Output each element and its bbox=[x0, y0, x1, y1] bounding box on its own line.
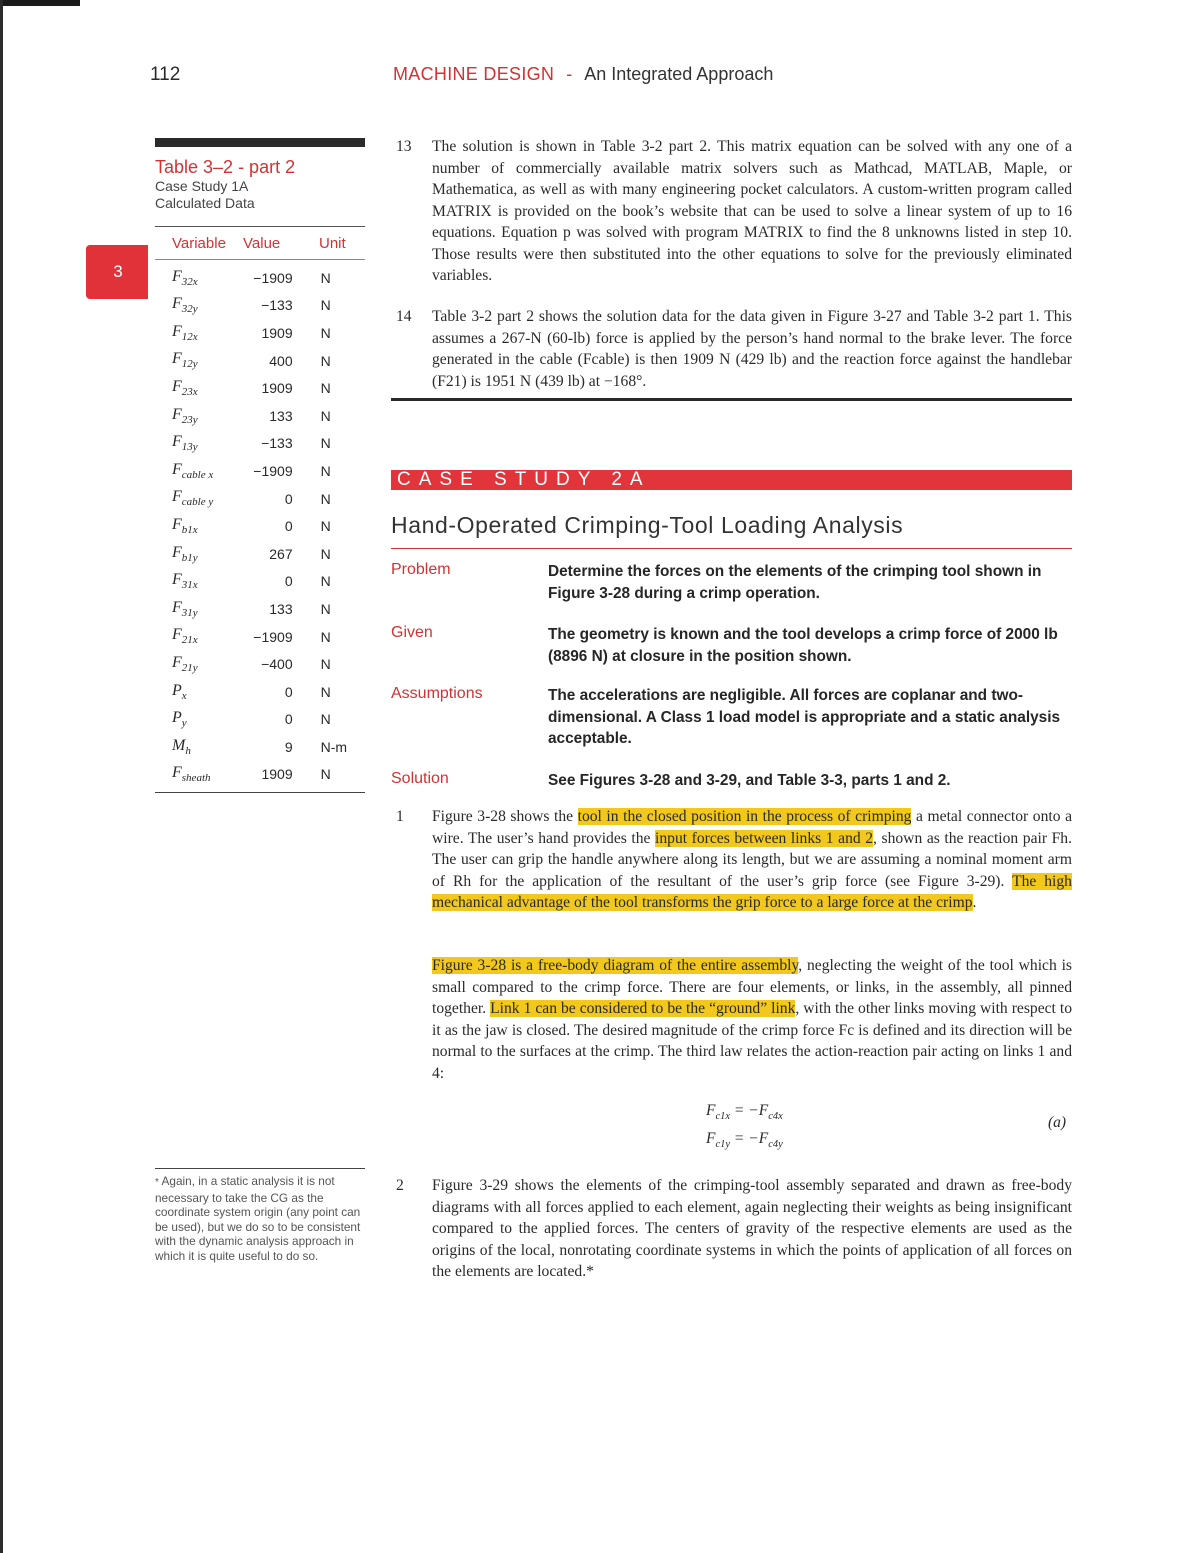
cell-value: 9 bbox=[284, 738, 293, 755]
cell-variable bbox=[155, 488, 233, 508]
cell-value: −133 bbox=[261, 297, 293, 314]
cell-value: 400 bbox=[269, 352, 293, 369]
text-run: . bbox=[972, 894, 977, 911]
column-header-unit: Unit bbox=[319, 235, 346, 252]
cell-value: −1909 bbox=[253, 269, 293, 286]
cell-variable bbox=[155, 709, 233, 729]
cell-unit: N bbox=[320, 766, 331, 783]
step-2 bbox=[396, 1175, 1072, 1283]
eq-subscript: c1x bbox=[715, 1111, 731, 1123]
variable-subscript: 32x bbox=[181, 275, 198, 288]
column-header-value: Value bbox=[243, 235, 281, 252]
problem-text: Determine the forces on the elements of the crimping tool shown in Figure 3-28 during a crimp operation. bbox=[548, 563, 1042, 602]
variable-symbol: F bbox=[172, 405, 182, 423]
cell-unit: N bbox=[320, 407, 331, 424]
eq-term: = −F bbox=[733, 1130, 769, 1148]
step-number: 14 bbox=[396, 308, 412, 325]
step-number: 13 bbox=[396, 138, 412, 155]
cell-unit: N bbox=[320, 545, 331, 562]
table-subtitle-line1: Case Study 1A bbox=[155, 178, 249, 194]
cell-unit: N bbox=[320, 380, 331, 397]
cell-value: 267 bbox=[269, 545, 293, 562]
variable-symbol: M bbox=[172, 736, 186, 754]
variable-subscript: b1y bbox=[181, 551, 198, 564]
cell-unit: N bbox=[320, 683, 331, 700]
table-header-rule bbox=[155, 259, 365, 260]
table-row bbox=[155, 319, 365, 347]
variable-subscript: 32y bbox=[181, 303, 198, 316]
cell-value: 133 bbox=[269, 407, 293, 424]
cell-value: −400 bbox=[261, 656, 293, 673]
text-run: , shown as the reaction pair Fh. The user can grip the handle anywhere along its length, but we are assuming a nominal moment arm of Rh for the application of the resultant of the user’s grip force (see Figure 3-29). bbox=[432, 829, 1072, 890]
book-subtitle: An Integrated Approach bbox=[584, 64, 774, 84]
variable-subscript: 12y bbox=[181, 358, 198, 371]
footnote-text: Again, in a static analysis it is not necessary to take the CG as the coordinate system origin (any point can be used), but we do so to be consistent with the dynamic analysis approach in which it is quite useful to do so. bbox=[155, 1174, 361, 1263]
cell-variable bbox=[155, 268, 233, 288]
eq-term: = −F bbox=[733, 1102, 769, 1119]
variable-subscript: 13y bbox=[181, 441, 198, 454]
cell-unit: N bbox=[320, 269, 331, 286]
cell-unit: N bbox=[320, 628, 331, 645]
cell-unit: N bbox=[320, 435, 331, 452]
variable-symbol: F bbox=[172, 764, 182, 782]
cell-unit: N bbox=[320, 711, 331, 728]
cell-value: 1909 bbox=[261, 766, 293, 783]
variable-symbol: F bbox=[172, 433, 182, 451]
variable-symbol: F bbox=[172, 571, 182, 589]
cell-variable bbox=[155, 406, 233, 426]
variable-symbol: F bbox=[172, 543, 182, 561]
given-label: Given bbox=[391, 624, 433, 641]
cell-value: −1909 bbox=[253, 628, 293, 645]
table-subtitle-line2: Calculated Data bbox=[155, 195, 255, 211]
table-body bbox=[155, 264, 365, 788]
cell-variable bbox=[155, 295, 233, 315]
cell-variable bbox=[155, 350, 233, 370]
variable-symbol: F bbox=[172, 322, 182, 340]
solution-label: Solution bbox=[391, 770, 449, 787]
step-text bbox=[432, 806, 1072, 914]
variable-subscript: 31y bbox=[181, 607, 198, 620]
equation-a bbox=[706, 1100, 783, 1156]
eq-subscript: c4y bbox=[768, 1139, 783, 1151]
cell-variable bbox=[155, 323, 233, 343]
table-title: Table 3–2 - part 2 bbox=[155, 157, 296, 177]
cell-unit: N bbox=[320, 573, 331, 590]
step-number: 1 bbox=[396, 808, 404, 825]
case-study-banner: CASE STUDY 2A bbox=[391, 470, 1072, 490]
step-text: Table 3-2 part 2 shows the solution data for the data given in Figure 3-27 and Table 3-2 part 1. This assumes a 267-N (60-lb) force is applied by the person’s hand normal to the brake lever. The force generated in the cable (Fcable) is then 1909 N (429 lb) and the reaction force against the handlebar (F21) is 1951 N (439 lb) at −168°. bbox=[432, 308, 1072, 390]
running-head bbox=[393, 64, 773, 85]
column-header-variable: Variable bbox=[172, 235, 226, 252]
cell-variable bbox=[155, 764, 233, 784]
cell-value: 0 bbox=[284, 490, 293, 507]
variable-symbol: F bbox=[172, 516, 182, 534]
variable-subscript: 12x bbox=[181, 331, 198, 344]
cell-unit: N bbox=[320, 324, 331, 341]
cell-variable bbox=[155, 378, 233, 398]
scan-edge-left bbox=[0, 0, 3, 1553]
variable-subscript: 23x bbox=[181, 386, 198, 399]
variable-subscript: b1x bbox=[181, 524, 198, 537]
variable-subscript: cable y bbox=[181, 496, 214, 509]
variable-subscript: 21x bbox=[181, 634, 198, 647]
cell-unit: N bbox=[320, 600, 331, 617]
cell-variable bbox=[155, 433, 233, 453]
cell-unit: N bbox=[320, 656, 331, 673]
text-run: Figure 3-28 shows the bbox=[432, 808, 578, 825]
eq-term: F bbox=[706, 1102, 716, 1119]
cell-unit: N bbox=[320, 490, 331, 507]
header-separator: - bbox=[566, 64, 573, 84]
footnote bbox=[155, 1174, 367, 1264]
eq-term: F bbox=[706, 1130, 716, 1148]
cell-variable bbox=[155, 461, 233, 481]
variable-symbol: F bbox=[172, 626, 182, 644]
equation-line-2 bbox=[706, 1128, 783, 1156]
variable-subscript: 21y bbox=[181, 662, 198, 675]
variable-symbol: F bbox=[172, 350, 182, 368]
table-row bbox=[155, 678, 365, 706]
variable-subscript: 23y bbox=[181, 413, 198, 426]
cell-value: 0 bbox=[284, 683, 293, 700]
cell-variable bbox=[155, 654, 233, 674]
step-text: The solution is shown in Table 3-2 part 2. This matrix equation can be solved with any one of a number of commercially available matrix solvers such as Mathcad, MATLAB, Maple, or Mathematica, as well as with many engineering pocket calculators. A custom-written program called MATRIX is provided on the book’s website that can be used to solve a linear system of up to 16 equations. Equation p was solved with program MATRIX to find the 8 unknowns listed in step 10. Those results were then substituted into the other equations to solve for the previously eliminated variables. bbox=[432, 138, 1072, 284]
data-table bbox=[155, 138, 365, 793]
table-row bbox=[155, 374, 365, 402]
table-row bbox=[155, 595, 365, 623]
variable-subscript: x bbox=[181, 689, 187, 702]
table-row bbox=[155, 292, 365, 320]
variable-symbol: F bbox=[172, 378, 182, 396]
table-row bbox=[155, 706, 365, 734]
table-row bbox=[155, 623, 365, 651]
table-row bbox=[155, 568, 365, 596]
text-run: , neglecting the weight of the tool which is small compared to the crimp force. There are four elements, or links, in the assembly, all pinned together. bbox=[432, 957, 1072, 1017]
chapter-tab: 3 bbox=[86, 245, 148, 299]
variable-subscript: cable x bbox=[181, 469, 214, 482]
variable-symbol: F bbox=[172, 598, 182, 616]
cell-variable bbox=[155, 599, 233, 619]
step-1 bbox=[396, 806, 1072, 914]
given-text: The geometry is known and the tool develops a crimp force of 2000 lb (8896 N) at closure in the position shown. bbox=[548, 626, 1058, 665]
table-row bbox=[155, 457, 365, 485]
step-number: 2 bbox=[396, 1177, 404, 1194]
cell-variable bbox=[155, 682, 233, 702]
highlighted-text: Figure 3-28 is a free-body diagram of the entire assembly bbox=[432, 957, 799, 974]
cell-value: 0 bbox=[284, 573, 293, 590]
cell-variable bbox=[155, 516, 233, 536]
table-row bbox=[155, 347, 365, 375]
highlighted-text: Link 1 can be considered to be the “ground” link bbox=[490, 1000, 796, 1017]
text-run: a metal connector onto a wire. The user’s hand provides the bbox=[432, 808, 1072, 847]
cell-value: 1909 bbox=[261, 324, 293, 341]
highlighted-text: The high mechanical advantage of the tool transforms the grip force to a large force at the crimp bbox=[432, 872, 1072, 911]
cell-variable bbox=[155, 626, 233, 646]
cell-value: 0 bbox=[284, 518, 293, 535]
table-bottom-rule bbox=[155, 792, 365, 793]
variable-symbol: F bbox=[172, 267, 182, 285]
footnote-marker: * bbox=[155, 1177, 159, 1188]
table-row bbox=[155, 430, 365, 458]
variable-subscript: h bbox=[185, 744, 191, 757]
cell-value: 133 bbox=[269, 600, 293, 617]
table-row bbox=[155, 540, 365, 568]
variable-symbol: P bbox=[172, 709, 182, 727]
table-row bbox=[155, 264, 365, 292]
table-row bbox=[155, 512, 365, 540]
step-14 bbox=[396, 306, 1072, 392]
eq-subscript: c1y bbox=[715, 1139, 731, 1151]
page-number: 112 bbox=[150, 64, 181, 85]
table-row bbox=[155, 650, 365, 678]
solution-text: See Figures 3-28 and 3-29, and Table 3-3, parts 1 and 2. bbox=[548, 772, 951, 789]
table-rule bbox=[155, 226, 365, 227]
cell-unit: N bbox=[320, 462, 331, 479]
variable-subscript: 31x bbox=[181, 579, 198, 592]
case-study-title: Hand-Operated Crimping-Tool Loading Analysis bbox=[391, 512, 904, 538]
table-top-bar bbox=[155, 138, 365, 147]
text-run: , with the other links moving with respect to it as the jaw is closed. The desired magnitude of the crimp force Fc is defined and its direction will be normal to the surfaces at the crimp. The third law relates the action-reaction pair acting on links 1 and 4: bbox=[432, 1000, 1072, 1082]
variable-subscript: y bbox=[181, 717, 187, 730]
cell-variable bbox=[155, 544, 233, 564]
section-divider bbox=[391, 398, 1072, 401]
cell-value: 0 bbox=[284, 711, 293, 728]
cell-variable bbox=[155, 571, 233, 591]
step-13 bbox=[396, 136, 1072, 287]
highlighted-text: tool in the closed position in the process of crimping bbox=[577, 808, 912, 825]
step-text: Figure 3-29 shows the elements of the crimping-tool assembly separated and drawn as free-body diagrams with all forces applied to each element, again neglecting their weights as being insignificant compared to the applied forces. The centers of gravity of the respective elements are used as the origins of the local, nonrotating coordinate systems in which the points of application of all forces on the elements are located.* bbox=[432, 1177, 1072, 1280]
paragraph-free-body bbox=[432, 955, 1072, 1084]
case-study-title-rule bbox=[391, 548, 1072, 549]
variable-symbol: P bbox=[172, 681, 182, 699]
table-row bbox=[155, 402, 365, 430]
footnote-rule bbox=[155, 1168, 365, 1169]
table-header-row bbox=[155, 235, 365, 259]
cell-unit: N bbox=[320, 352, 331, 369]
equation-line-1 bbox=[706, 1100, 783, 1128]
cell-unit: N bbox=[320, 518, 331, 535]
eq-subscript: c4x bbox=[768, 1111, 783, 1123]
cell-variable bbox=[155, 737, 233, 757]
cell-unit: N bbox=[320, 297, 331, 314]
table-row bbox=[155, 733, 365, 761]
table-row bbox=[155, 485, 365, 513]
variable-symbol: F bbox=[172, 654, 182, 672]
variable-symbol: F bbox=[172, 488, 182, 506]
table-row bbox=[155, 761, 365, 789]
assumptions-text: The accelerations are negligible. All forces are coplanar and two-dimensional. A Class 1 load model is appropriate and a static analysis acceptable. bbox=[548, 687, 1061, 747]
cell-value: −1909 bbox=[253, 462, 293, 479]
variable-symbol: F bbox=[172, 295, 182, 313]
variable-subscript: sheath bbox=[181, 772, 211, 785]
highlighted-text: input forces between links 1 and 2 bbox=[655, 829, 874, 847]
cell-unit: N-m bbox=[320, 738, 348, 755]
equation-label: (a) bbox=[1048, 1114, 1067, 1131]
problem-label: Problem bbox=[391, 561, 451, 578]
cell-value: 1909 bbox=[261, 380, 293, 397]
book-title: MACHINE DESIGN bbox=[393, 64, 555, 84]
scan-edge-top bbox=[0, 0, 80, 6]
variable-symbol: F bbox=[172, 460, 182, 478]
cell-value: −133 bbox=[261, 435, 293, 452]
assumptions-label: Assumptions bbox=[391, 685, 483, 702]
